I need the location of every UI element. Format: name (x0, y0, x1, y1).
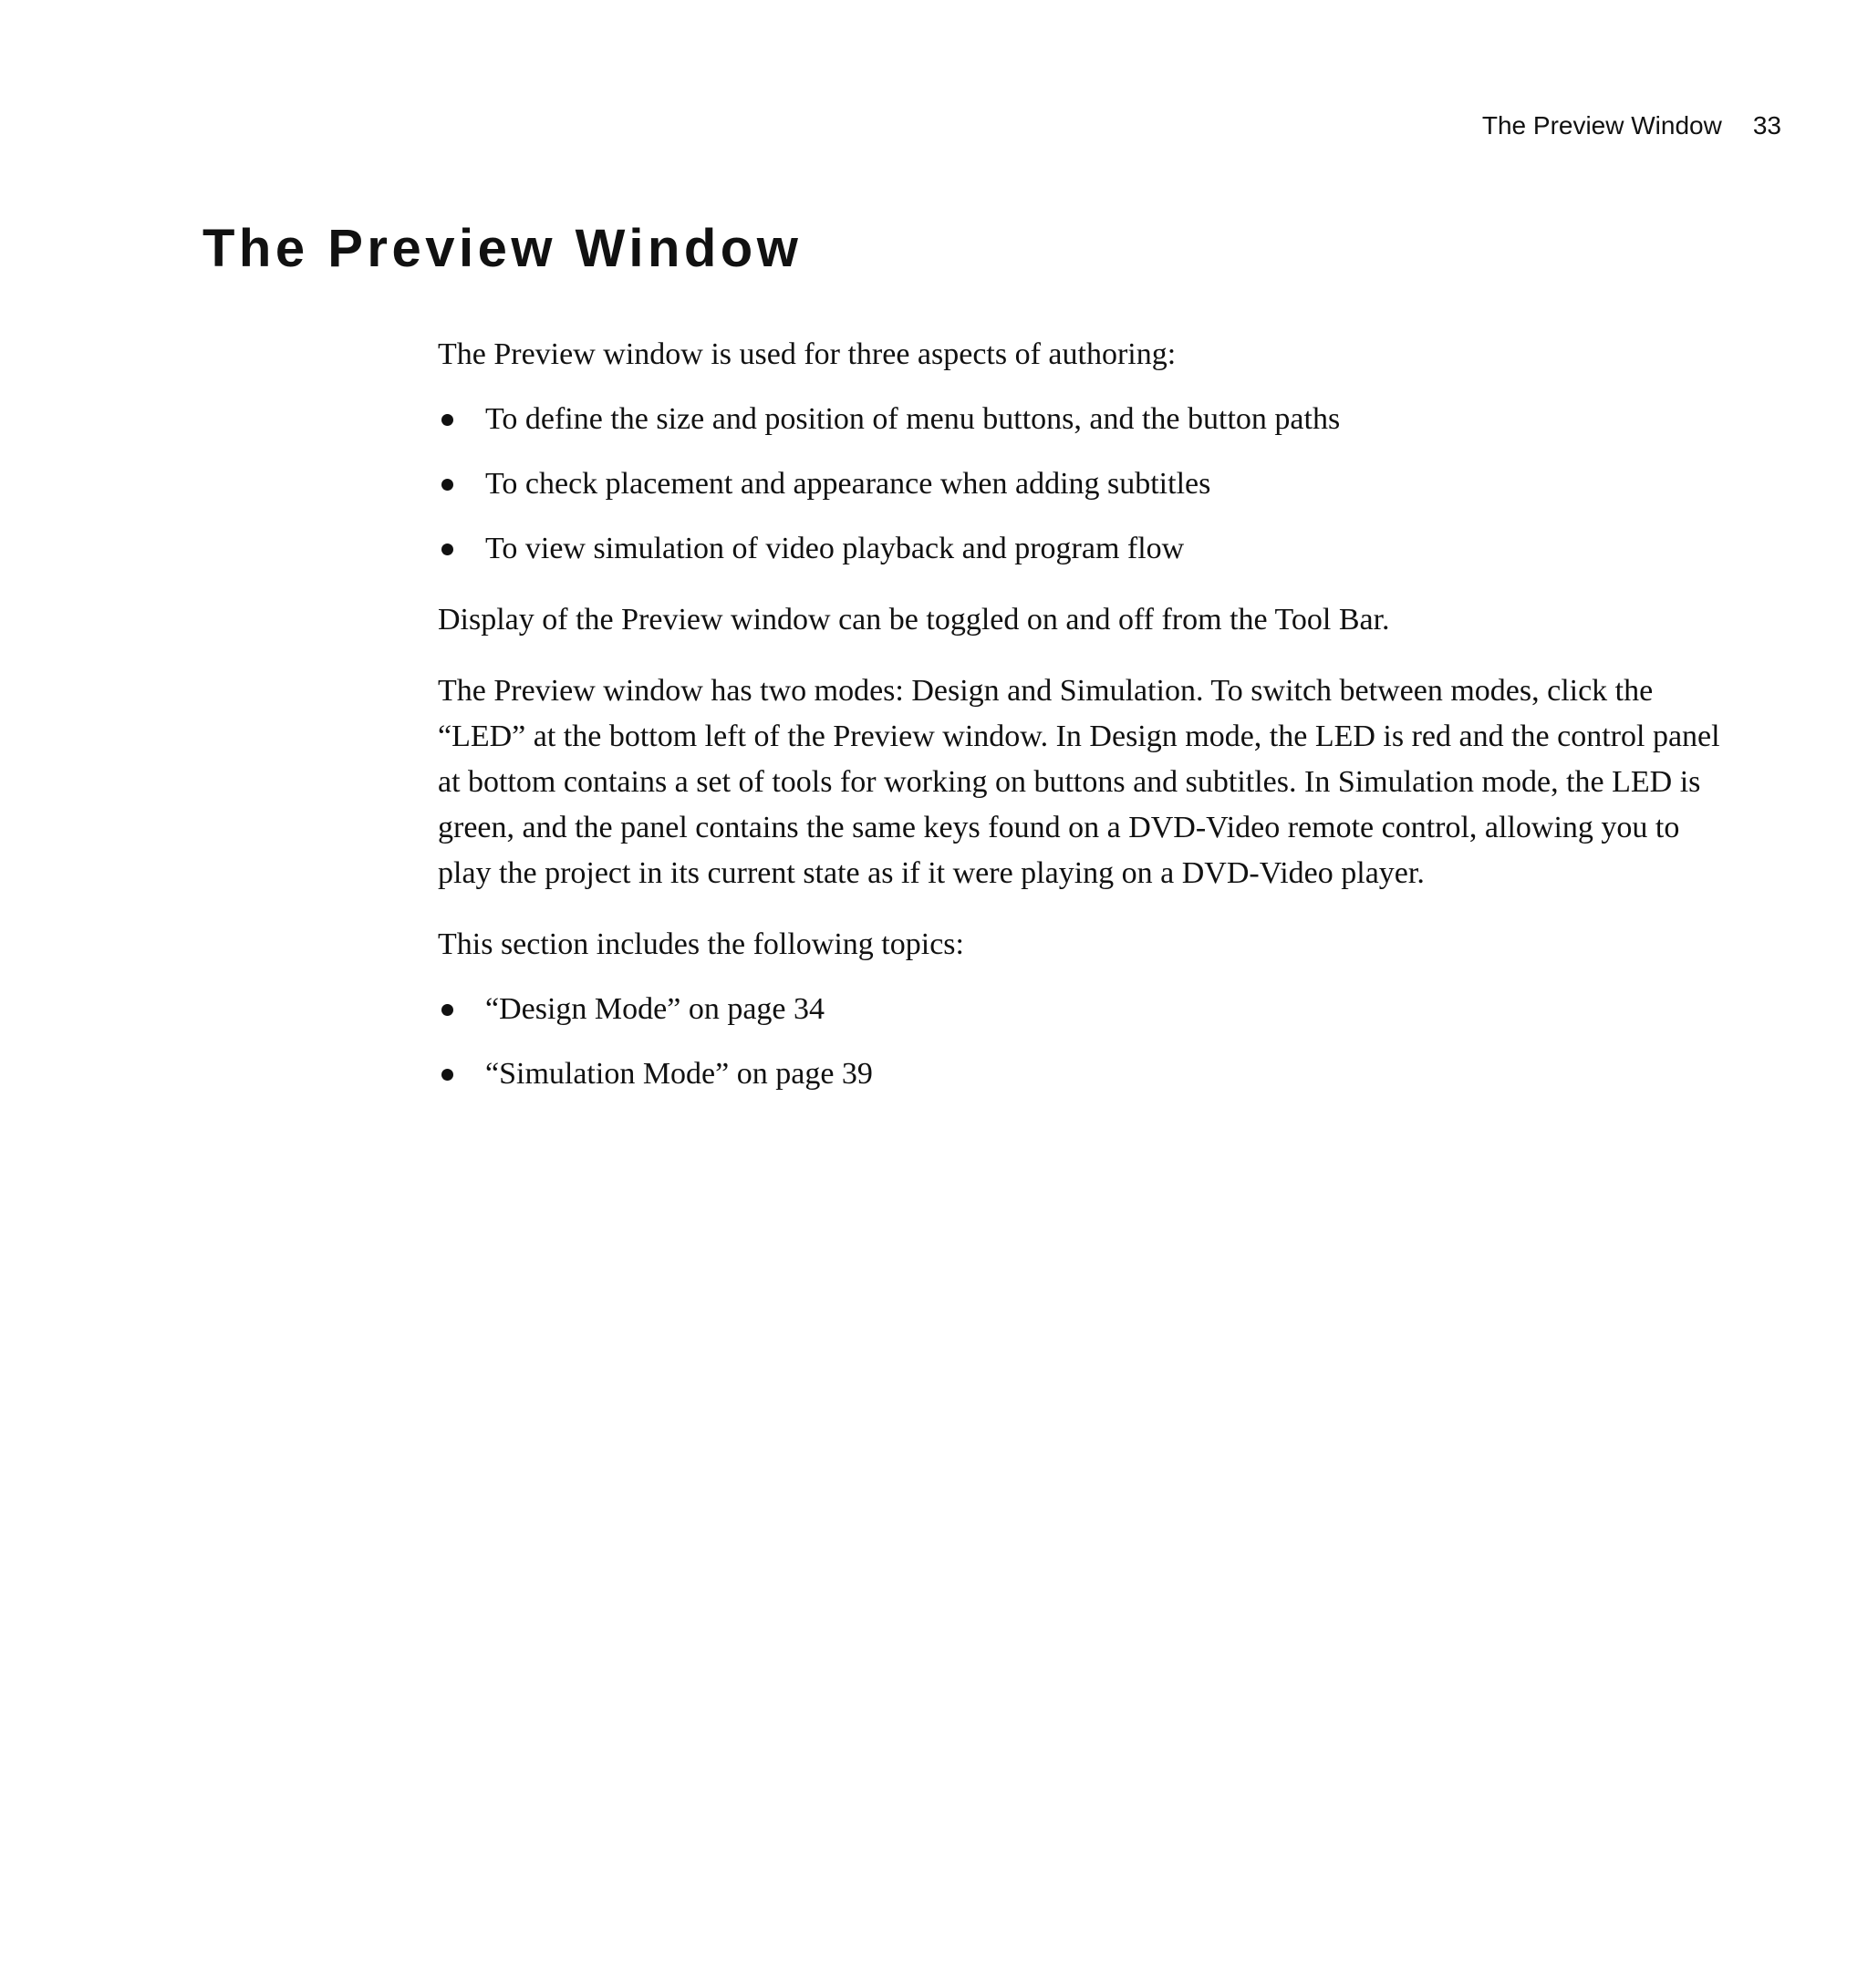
list-item (438, 987, 1733, 1032)
aspects-list (438, 397, 1733, 572)
toggle-paragraph: Display of the Preview window can be toggled on and off from the Tool Bar. (438, 603, 1390, 637)
list-item-text: To view simulation of video playback and program flow (485, 532, 1185, 565)
list-item (438, 397, 1733, 442)
running-header-section: The Preview Window (1481, 111, 1722, 140)
bullet-icon (441, 1069, 453, 1081)
list-item (438, 1051, 1733, 1097)
page-number: 33 (1752, 111, 1781, 140)
list-item-text: To check placement and appearance when adding subtitles (485, 467, 1211, 501)
bullet-icon (441, 544, 453, 555)
topic-link-simulation-mode[interactable]: “Simulation Mode” on page 39 (485, 1057, 873, 1091)
list-item-text: To define the size and position of menu buttons, and the button paths (485, 402, 1341, 436)
bullet-icon (441, 414, 453, 426)
body-content (438, 332, 1733, 1123)
bullet-icon (441, 1004, 453, 1016)
list-item (438, 461, 1733, 507)
topic-link-design-mode[interactable]: “Design Mode” on page 34 (485, 992, 825, 1026)
topics-intro-paragraph: This section includes the following topics: (438, 927, 964, 961)
running-header (1482, 108, 1781, 144)
page-title: The Preview Window (202, 219, 803, 278)
modes-paragraph: The Preview window has two modes: Design and Simulation. To switch between modes, click the “LED” at the bottom left of the Preview window. In Design mode, the LED is red and the control panel at bottom contains a set of tools for working on buttons and subtitles. In Simulation mode, the LED is green, and the panel contains the same keys found on a DVD-Video remote control, allowing you to play the project in its current state as if it were playing on a DVD-Video player. (438, 674, 1720, 890)
bullet-icon (441, 479, 453, 491)
list-item (438, 526, 1733, 572)
topics-list (438, 987, 1733, 1097)
intro-paragraph: The Preview window is used for three aspects of authoring: (438, 337, 1177, 371)
